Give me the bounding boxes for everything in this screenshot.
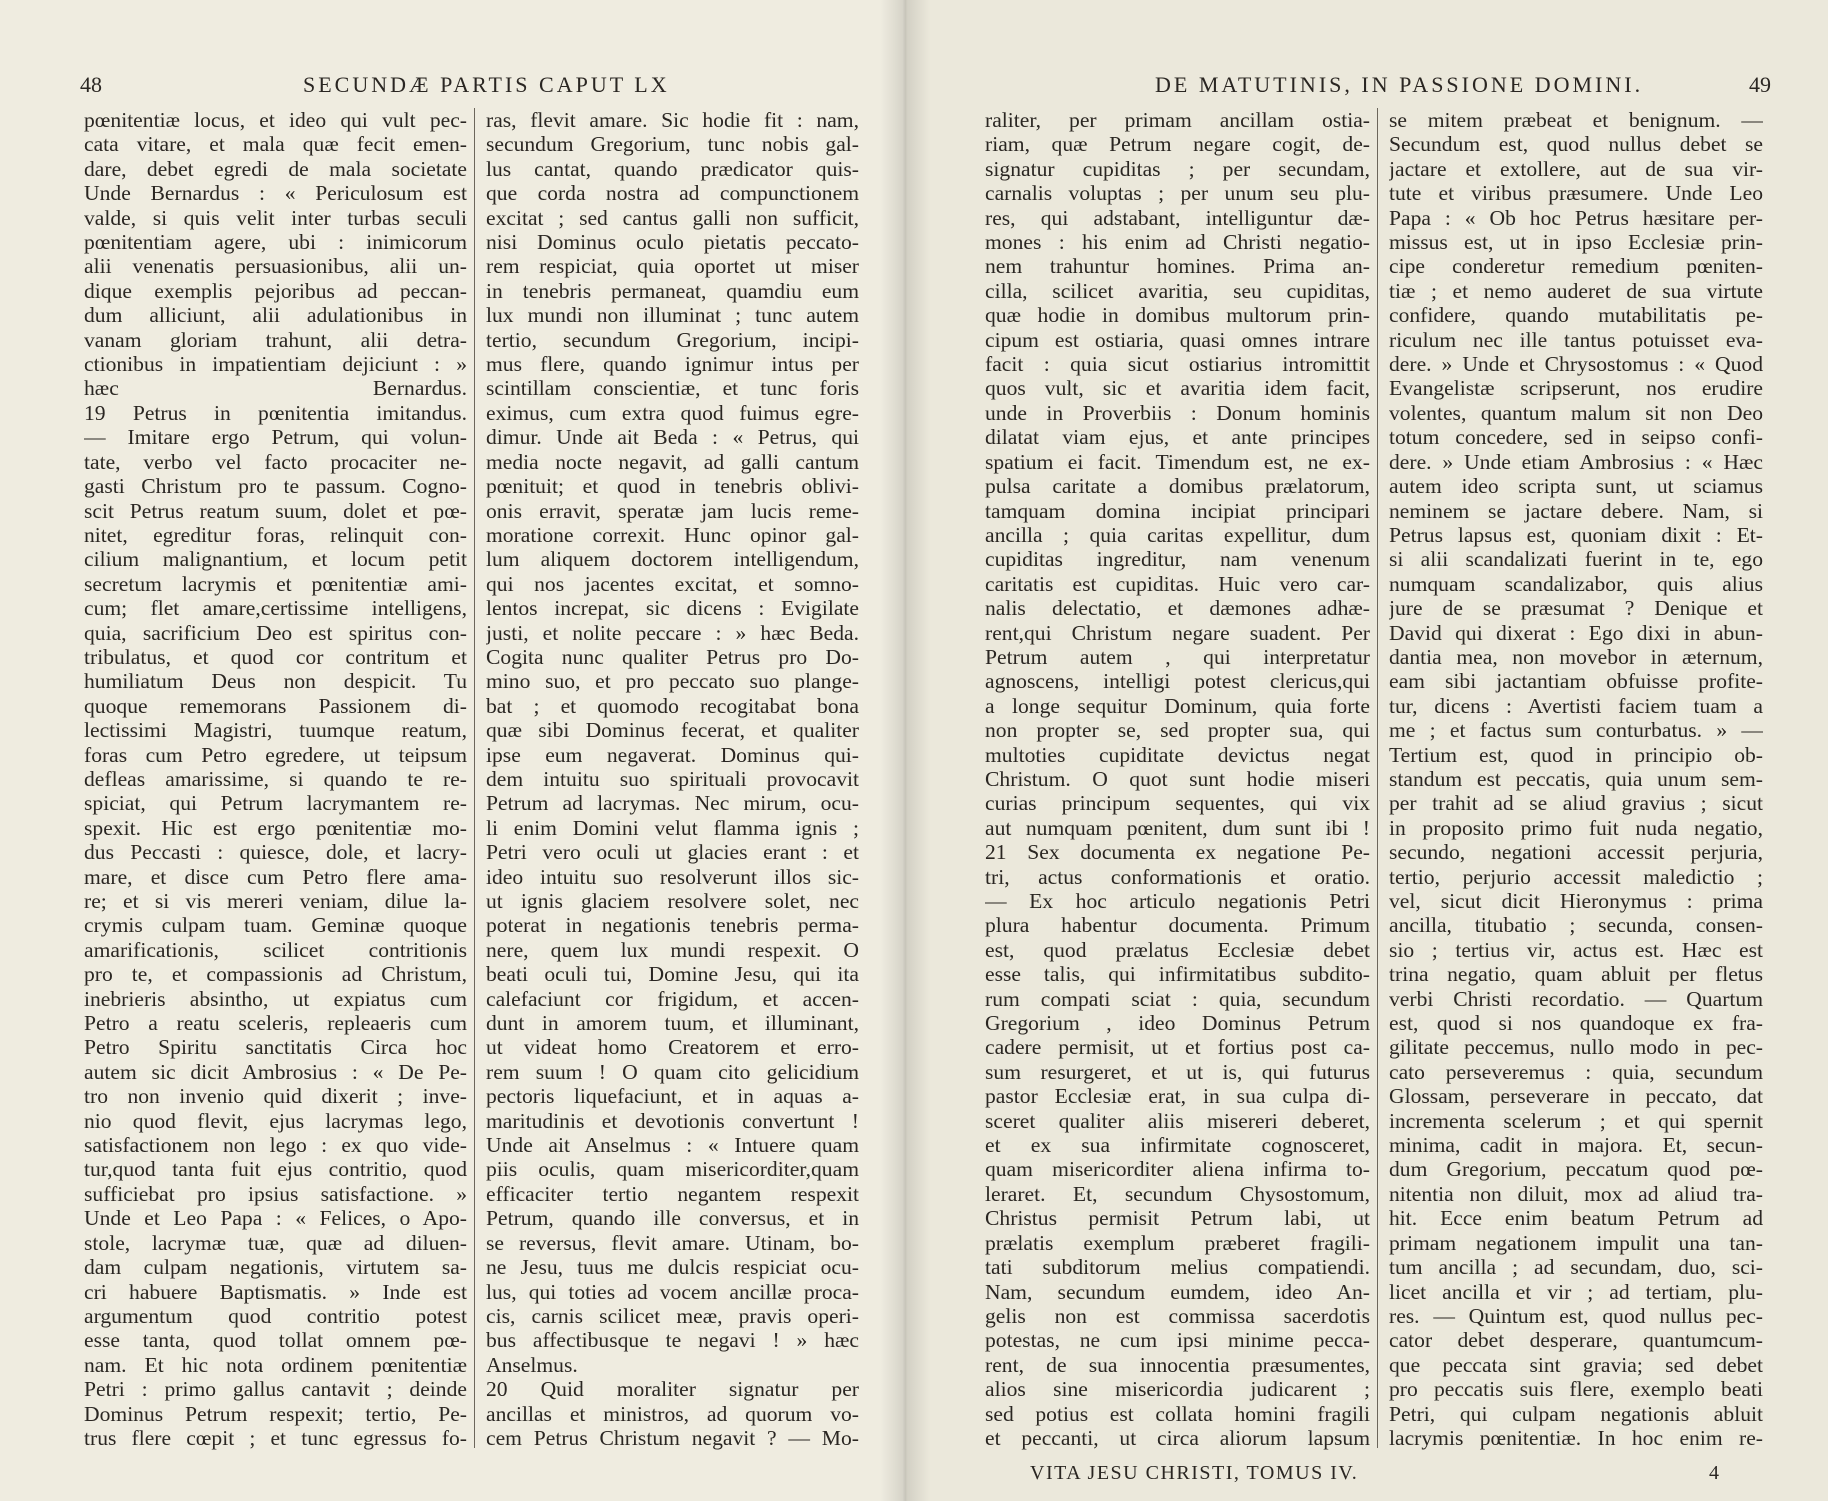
text-line: 21 Sex documenta ex negatione Pe- <box>985 840 1370 865</box>
text-line: dilatat viam ejus, et ante principes <box>985 425 1370 450</box>
text-line: tri, actus conformationis et oratio. <box>985 864 1370 889</box>
text-line: quam misericorditer aliena infirma to- <box>985 1157 1370 1182</box>
text-line: riculum nec ille tantus potuisset eva- <box>1389 327 1763 352</box>
text-line: Gregorium , ideo Dominus Petrum <box>985 1011 1370 1036</box>
text-line: lux mundi non illuminat ; tunc autem <box>486 303 859 328</box>
text-line: mus flere, quando ignimur intus per <box>486 352 859 377</box>
text-line: tamquam domina incipiat principari <box>985 498 1370 523</box>
text-line: poterat in negationis tenebris perma- <box>486 913 859 938</box>
text-line: 20 Quid moraliter signatur per <box>486 1377 859 1402</box>
text-column-2 <box>1389 108 1763 1450</box>
text-line: Evangelistæ scripserunt, nos erudire <box>1389 376 1763 401</box>
text-column-1 <box>985 108 1370 1450</box>
text-line: et ex sua infirmitate cognosceret, <box>985 1133 1370 1158</box>
text-line: ideo intuitu suo resolverunt illos sic- <box>486 864 859 889</box>
text-line: Christus permisit Petrum labi, ut <box>985 1206 1370 1231</box>
text-line: Anselmus. <box>486 1352 578 1377</box>
text-line: pœnitentiæ locus, et ideo qui vult pec- <box>84 108 467 132</box>
text-line: standum est peccatis, quia unum sem- <box>1389 766 1763 791</box>
text-line: justi, et nolite peccare : » hæc Beda. <box>486 620 859 645</box>
text-line: rent, de sua innocentia præsumentes, <box>985 1352 1370 1377</box>
text-line: valde, si quis velit inter turbas seculi <box>84 205 467 230</box>
text-line: alii venenatis persuasionibus, alii un- <box>84 254 467 279</box>
text-line: primam negationem impulit una tan- <box>1389 1230 1763 1255</box>
text-column-2 <box>486 108 859 1450</box>
text-line: David qui dixerat : Ego dixi in abun- <box>1389 620 1763 645</box>
text-line: dimur. Unde ait Beda : « Petrus, qui <box>486 425 859 450</box>
text-line: calefaciunt cor frigidum, et accen- <box>486 986 859 1011</box>
page-number: 49 <box>1749 72 1771 97</box>
text-line: pastor Ecclesiæ erat, in sua culpa di- <box>985 1084 1370 1109</box>
text-line: sum resurgeret, et ut is, qui futurus <box>985 1059 1370 1084</box>
text-line: piis oculis, quam misericorditer,quam <box>486 1157 859 1182</box>
text-line: amarificationis, scilicet contritionis <box>84 937 467 962</box>
text-line: sio ; tertius vir, actus est. Hæc est <box>1389 937 1763 962</box>
text-line: Papa : « Ob hoc Petrus hæsitare per- <box>1389 205 1763 230</box>
text-line: Glossam, perseverare in peccato, dat <box>1389 1084 1763 1109</box>
text-line: curias principum sequentes, qui vix <box>985 791 1370 816</box>
text-line: Petro Spiritu sanctitatis Circa hoc <box>84 1035 467 1060</box>
text-line: rum compati sciat : quia, secundum <box>985 986 1370 1011</box>
text-line: est, quod prælatus Ecclesiæ debet <box>985 937 1370 962</box>
text-line: Petri : primo gallus cantavit ; deinde <box>84 1377 467 1402</box>
text-line: incrementa scelerum ; et qui spernit <box>1389 1108 1763 1133</box>
text-line: satisfactionem non lego : ex quo vide- <box>84 1133 467 1158</box>
text-line: Petrum autem , qui interpretatur <box>985 644 1370 669</box>
text-line: bus affectibusque te negavi ! » hæc <box>486 1328 859 1353</box>
text-line: caritatis est cupiditas. Huic vero car- <box>985 571 1370 596</box>
text-line: dare, debet egredi de mala societate <box>84 156 467 181</box>
text-line: ipse eum negaverat. Dominus qui- <box>486 742 859 767</box>
text-line: cator debet desperare, quantumcum- <box>1389 1328 1763 1353</box>
text-line: eam sibi jactantiam obfuisse profite- <box>1389 669 1763 694</box>
text-line: se mitem præbeat et benignum. — <box>1389 108 1763 132</box>
text-line: tribulatus, et quod cor contritum et <box>84 644 467 669</box>
text-line: gasti Christum pro te passum. Cogno- <box>84 474 467 499</box>
text-line: ras, flevit amare. Sic hodie fit : nam, <box>486 108 859 132</box>
text-line: totum concedere, sed in seipso confi- <box>1389 425 1763 450</box>
text-line: cem Petrus Christum negavit ? — Mo- <box>486 1425 859 1450</box>
text-line: pulsa caritate a domibus prælatorum, <box>985 474 1370 499</box>
text-line: non propter se, sed propter sua, qui <box>985 718 1370 743</box>
text-line: pœnituit; et quod in tenebris oblivi- <box>486 474 859 499</box>
text-line: se reversus, flevit amare. Utinam, bo- <box>486 1230 859 1255</box>
text-line: plura habentur documenta. Primum <box>985 913 1370 938</box>
text-line: nisi Dominus oculo pietatis peccato- <box>486 230 859 255</box>
text-line: sufficiebat pro ipsius satisfactione. » <box>84 1181 467 1206</box>
text-line: ne Jesu, tuus me dulcis respiciat ocu- <box>486 1255 859 1280</box>
text-line: res. — Quintum est, quod nullus pec- <box>1389 1303 1763 1328</box>
text-line: cilla, scilicet avaritia, seu cupiditas, <box>985 278 1370 303</box>
text-line: pro te, et compassionis ad Christum, <box>84 962 467 987</box>
text-line: nam. Et hic nota ordinem pœnitentiæ <box>84 1352 467 1377</box>
text-line: numquam scandalizabor, quis alius <box>1389 571 1763 596</box>
text-line: vel, sicut dicit Hieronymus : prima <box>1389 889 1763 913</box>
text-line: dem intuitu suo spirituali provocavit <box>486 766 859 791</box>
text-line: esse talis, qui infirmitatibus subdito- <box>985 962 1370 987</box>
column-divider <box>474 108 475 1448</box>
text-line: quoque rememorans Passionem di- <box>84 693 467 718</box>
text-line: pœnitentiam agere, ubi : inimicorum <box>84 230 467 255</box>
text-line: neminem se jactare debere. Nam, si <box>1389 498 1763 523</box>
text-column-1 <box>84 108 467 1450</box>
text-line: foras cum Petro egredere, ut teipsum <box>84 742 467 767</box>
text-line: stole, lacrymæ tuæ, quæ ad diluen- <box>84 1230 467 1255</box>
text-line: minima, cadit in majora. Et, secun- <box>1389 1133 1763 1158</box>
text-line: cadere permisit, ut et fortius post ca- <box>985 1035 1370 1060</box>
text-line: raliter, per primam ancillam ostia- <box>985 108 1370 132</box>
text-line: quæ hodie in domibus multorum prin- <box>985 303 1370 328</box>
text-line: excitat ; sed cantus galli non sufficit, <box>486 205 859 230</box>
text-line: dantia mea, non movebor in æternum, <box>1389 644 1763 669</box>
text-line: jure de se præsumat ? Denique et <box>1389 596 1763 621</box>
text-line: rent,qui Christum negare suadent. Per <box>985 620 1370 645</box>
text-line: dum alliciunt, alii adulationibus in <box>84 303 467 328</box>
text-line: dere. » Unde etiam Ambrosius : « Hæc <box>1389 449 1763 474</box>
text-line: efficaciter tertio negantem respexit <box>486 1181 859 1206</box>
page-number: 48 <box>80 72 102 97</box>
text-line: Christum. O quot sunt hodie miseri <box>985 766 1370 791</box>
text-line: ancillas et ministros, ad quorum vo- <box>486 1401 859 1426</box>
text-line: nalis delectatio, et dæmones adhæ- <box>985 596 1370 621</box>
text-line: et peccanti, ut circa aliorum lapsum <box>985 1425 1370 1450</box>
text-line: media nocte negavit, ad galli cantum <box>486 449 859 474</box>
text-line: Unde Bernardus : « Periculosum est <box>84 181 467 206</box>
text-line: cum; flet amare,certissime intelligens, <box>84 596 467 621</box>
text-line: dus Peccasti : quiesce, dole, et lacry- <box>84 840 467 865</box>
text-line: Unde ait Anselmus : « Intuere quam <box>486 1133 859 1158</box>
text-line: ut videat homo Creatorem et erro- <box>486 1035 859 1060</box>
text-line: spatium ei facit. Timendum est, ne ex- <box>985 449 1370 474</box>
text-line: dere. » Unde et Chrysostomus : « Quod <box>1389 352 1763 377</box>
text-line: secundum Gregorium, tunc nobis gal- <box>486 132 859 157</box>
text-line: que peccata sint gravia; sed debet <box>1389 1352 1763 1377</box>
text-line: lum aliquem doctorem intelligendum, <box>486 547 859 572</box>
text-line: mones : his enim ad Christi negatio- <box>985 230 1370 255</box>
text-line: cipe conderetur remedium pœniten- <box>1389 254 1763 279</box>
text-line: tum ancilla ; ad secundam, duo, sci- <box>1389 1255 1763 1280</box>
text-line: mare, et disce cum Petro flere ama- <box>84 864 467 889</box>
footer-title: VITA JESU CHRISTI, TOMUS IV. <box>1030 1462 1359 1484</box>
text-line: qui nos jacentes excitat, et somno- <box>486 571 859 596</box>
text-line: potestas, ne cum ipsi minime pecca- <box>985 1328 1370 1353</box>
text-line: tiæ ; et nemo auderet de sua virtute <box>1389 278 1763 303</box>
right-page <box>905 0 1828 1501</box>
column-divider <box>1377 108 1378 1448</box>
text-line: Petrus lapsus est, quoniam dixit : Et- <box>1389 522 1763 547</box>
text-line: cipum est ostiaria, quasi omnes intrare <box>985 327 1370 352</box>
text-line: ctionibus in impatientiam dejiciunt : » <box>84 352 467 377</box>
text-line: spiciat, qui Petrum lacrymantem re- <box>84 791 467 816</box>
text-line: Petri, qui culpam negationis abluit <box>1389 1401 1763 1426</box>
text-line: per trahit ad se aliud gravius ; sicut <box>1389 791 1763 816</box>
text-line: autem sic dicit Ambrosius : « De Pe- <box>84 1059 467 1084</box>
text-line: quia, sacrificium Deo est spiritus con- <box>84 620 467 645</box>
running-head: SECUNDÆ PARTIS CAPUT LX <box>303 72 670 97</box>
text-line: nitet, egreditur foras, relinquit con- <box>84 522 467 547</box>
text-line: gilitate peccemus, nullo modo in pec- <box>1389 1035 1763 1060</box>
text-line: cata vitare, et mala quæ fecit emen- <box>84 132 467 157</box>
text-line: dique exemplis pejoribus ad peccan- <box>84 278 467 303</box>
text-line: trina negatio, quam abluit per fletus <box>1389 962 1763 987</box>
text-line: Nam, secundum eumdem, ideo An- <box>985 1279 1370 1304</box>
text-line: in proposito primo fuit nuda negatio, <box>1389 815 1763 840</box>
text-line: nere, quem lux mundi respexit. O <box>486 937 859 962</box>
text-line: inebrieris absintho, ut expiatus cum <box>84 986 467 1011</box>
text-line: tur,quod tanta fuit ejus contritio, quod <box>84 1157 467 1182</box>
text-line: hit. Ecce enim beatum Petrum ad <box>1389 1206 1763 1231</box>
text-line: secundo, negationi accessit perjuria, <box>1389 840 1763 865</box>
text-line: tate, verbo vel facto procaciter ne- <box>84 449 467 474</box>
text-line: scit Petrus reatum suum, dolet et pœ- <box>84 498 467 523</box>
text-line: eximus, cum extra quod fuimus egre- <box>486 400 859 425</box>
text-line: vanam gloriam trahunt, alii detra- <box>84 327 467 352</box>
text-line: gelis non est commissa sacerdotis <box>985 1303 1370 1328</box>
text-line: humiliatum Deus non despicit. Tu <box>84 669 467 694</box>
text-line: spexit. Hic est ergo pœnitentiæ mo- <box>84 815 467 840</box>
text-line: cato perseveremus : quia, secundum <box>1389 1059 1763 1084</box>
text-line: rem respiciat, quia oportet ut miser <box>486 254 859 279</box>
text-line: lus, qui toties ad vocem ancillæ proca- <box>486 1279 859 1304</box>
text-line: tertio, perjurio accessit maledictio ; <box>1389 864 1763 889</box>
text-line: nem trahuntur homines. Prima an- <box>985 254 1370 279</box>
text-line: tertio, secundum Gregorium, incipi- <box>486 327 859 352</box>
text-line: sceret qualiter aliis misereri deberet, <box>985 1108 1370 1133</box>
text-line: moratione correxit. Hunc opinor gal- <box>486 522 859 547</box>
text-line: alios sine misericordia judicarent ; <box>985 1377 1370 1402</box>
text-line: in tenebris permaneat, quamdiu eum <box>486 278 859 303</box>
text-line: sed potius est collata homini fragili <box>985 1401 1370 1426</box>
text-line: re; et si vis mereri veniam, dilue la- <box>84 889 467 913</box>
text-line: tati subditorum melius compatiendi. <box>985 1255 1370 1280</box>
text-line: — Ex hoc articulo negationis Petri <box>985 889 1370 913</box>
text-line: argumentum quod contritio potest <box>84 1303 467 1328</box>
text-line: lectissimi Magistri, tuumque reatum, <box>84 718 467 743</box>
text-line: a longe sequitur Dominum, quia forte <box>985 693 1370 718</box>
text-line: prælatis exemplum præberet fragili- <box>985 1230 1370 1255</box>
text-line: res, qui adstabant, intelliguntur dæ- <box>985 205 1370 230</box>
text-line: — Imitare ergo Petrum, qui volun- <box>84 425 467 450</box>
text-line: aut numquam pœnitent, dum sunt ibi ! <box>985 815 1370 840</box>
text-line: pro peccatis suis flere, exemplo beati <box>1389 1377 1763 1402</box>
text-line: Petri vero oculi ut glacies erant : et <box>486 840 859 865</box>
text-line: trus flere cœpit ; et tunc egressus fo- <box>84 1425 467 1450</box>
text-line: verbi Christi recordatio. — Quartum <box>1389 986 1763 1011</box>
text-line: que corda nostra ad compunctionem <box>486 181 859 206</box>
text-line: defleas amarissime, si quando te re- <box>84 766 467 791</box>
text-line: dam culpam negationis, virtutem sa- <box>84 1255 467 1280</box>
text-line: licet ancilla et vir ; ad tertiam, plu- <box>1389 1279 1763 1304</box>
text-line: tute et viribus præsumere. Unde Leo <box>1389 181 1763 206</box>
book-gutter <box>880 0 930 1501</box>
text-line: multoties cupiditate devictus negat <box>985 742 1370 767</box>
text-line: signatur cupiditas ; per secundam, <box>985 156 1370 181</box>
text-line: esse tanta, quod tollat omnem pœ- <box>84 1328 467 1353</box>
text-line: Cogita nunc qualiter Petrus pro Do- <box>486 644 859 669</box>
text-line: quos vult, sic et avaritia idem facit, <box>985 376 1370 401</box>
text-line: bat ; et quomodo recogitabat bona <box>486 693 859 718</box>
text-line: riam, quæ Petrum negare cogit, de- <box>985 132 1370 157</box>
text-line: dunt in amorem tuum, et illuminant, <box>486 1011 859 1036</box>
text-line: secretum lacrymis et pœnitentiæ ami- <box>84 571 467 596</box>
text-line: crymis culpam tuam. Geminæ quoque <box>84 913 467 938</box>
text-line: agnoscens, intelligi potest clericus,qui <box>985 669 1370 694</box>
text-line: maritudinis et devotionis convertunt ! <box>486 1108 859 1133</box>
text-line: hæc Bernardus. <box>84 376 467 401</box>
text-line: confidere, quando mutabilitatis pe- <box>1389 303 1763 328</box>
text-line: Dominus Petrum respexit; tertio, Pe- <box>84 1401 467 1426</box>
text-line: quæ sibi Dominus fecerat, et qualiter <box>486 718 859 743</box>
text-line: tro non invenio quid dixerit ; inve- <box>84 1084 467 1109</box>
text-line: nio quod flevit, ejus lacrymas lego, <box>84 1108 467 1133</box>
text-line: unde in Proverbiis : Donum hominis <box>985 400 1370 425</box>
text-line: me ; et factus sum conturbatus. » — <box>1389 718 1763 743</box>
text-line: Secundum est, quod nullus debet se <box>1389 132 1763 157</box>
text-line: ancilla ; quia caritas expellitur, dum <box>985 522 1370 547</box>
text-line: nitentia non diluit, mox ad aliud tra- <box>1389 1181 1763 1206</box>
text-line: 19 Petrus in pœnitentia imitandus. <box>84 400 467 425</box>
text-line: cilium malignantium, et locum petit <box>84 547 467 572</box>
text-line: onis erravit, speratæ jam lucis reme- <box>486 498 859 523</box>
text-line: pectoris liquefaciunt, et in aquas a- <box>486 1084 859 1109</box>
text-line: cri habuere Baptismatis. » Inde est <box>84 1279 467 1304</box>
left-page <box>0 0 905 1501</box>
text-line: tur, dicens : Avertisti faciem tuam a <box>1389 693 1763 718</box>
text-line: Petrum, quando ille conversus, et in <box>486 1206 859 1231</box>
text-line: Tertium est, quod in principio ob- <box>1389 742 1763 767</box>
text-line: ancilla, titubatio ; secunda, consen- <box>1389 913 1763 938</box>
text-line: cupiditas ingreditur, nam venenum <box>985 547 1370 572</box>
text-line: cis, carnis scilicet meæ, pravis operi- <box>486 1303 859 1328</box>
text-line: volentes, quantum malum sit non Deo <box>1389 400 1763 425</box>
text-line: leraret. Et, secundum Chysostomum, <box>985 1181 1370 1206</box>
text-line: lus cantat, quando prædicator quis- <box>486 156 859 181</box>
text-line: lentos increpat, sic dicens : Evigilate <box>486 596 859 621</box>
text-line: Unde et Leo Papa : « Felices, o Apo- <box>84 1206 467 1231</box>
running-head: DE MATUTINIS, IN PASSIONE DOMINI. <box>1155 72 1644 97</box>
signature-mark: 4 <box>1709 1462 1719 1484</box>
text-line: lacrymis pœnitentiæ. In hoc enim re- <box>1389 1425 1763 1450</box>
text-line: beati oculi tui, Domine Jesu, qui ita <box>486 962 859 987</box>
text-line: ut ignis glaciem resolvere solet, nec <box>486 889 859 913</box>
text-line: si alii scandalizati fuerint in te, ego <box>1389 547 1763 572</box>
text-line: rem suum ! O quam cito gelicidium <box>486 1059 859 1084</box>
text-line: jactare et extollere, aut de sua vir- <box>1389 156 1763 181</box>
text-line: Petrum ad lacrymas. Nec mirum, ocu- <box>486 791 859 816</box>
text-line: Petro a reatu sceleris, repleaeris cum <box>84 1011 467 1036</box>
text-line: facit : quia sicut ostiarius intromittit <box>985 352 1370 377</box>
text-line: mino suo, et pro peccato suo plange- <box>486 669 859 694</box>
text-line: missus est, ut in ipso Ecclesiæ prin- <box>1389 230 1763 255</box>
text-line: autem ideo scripta sunt, ut sciamus <box>1389 474 1763 499</box>
text-line: carnalis voluptas ; per unum seu plu- <box>985 181 1370 206</box>
text-line: dum Gregorium, peccatum quod pœ- <box>1389 1157 1763 1182</box>
text-line: scintillam conscientiæ, et tunc foris <box>486 376 859 401</box>
text-line: li enim Domini velut flamma ignis ; <box>486 815 859 840</box>
text-line: est, quod si nos quandoque ex fra- <box>1389 1011 1763 1036</box>
